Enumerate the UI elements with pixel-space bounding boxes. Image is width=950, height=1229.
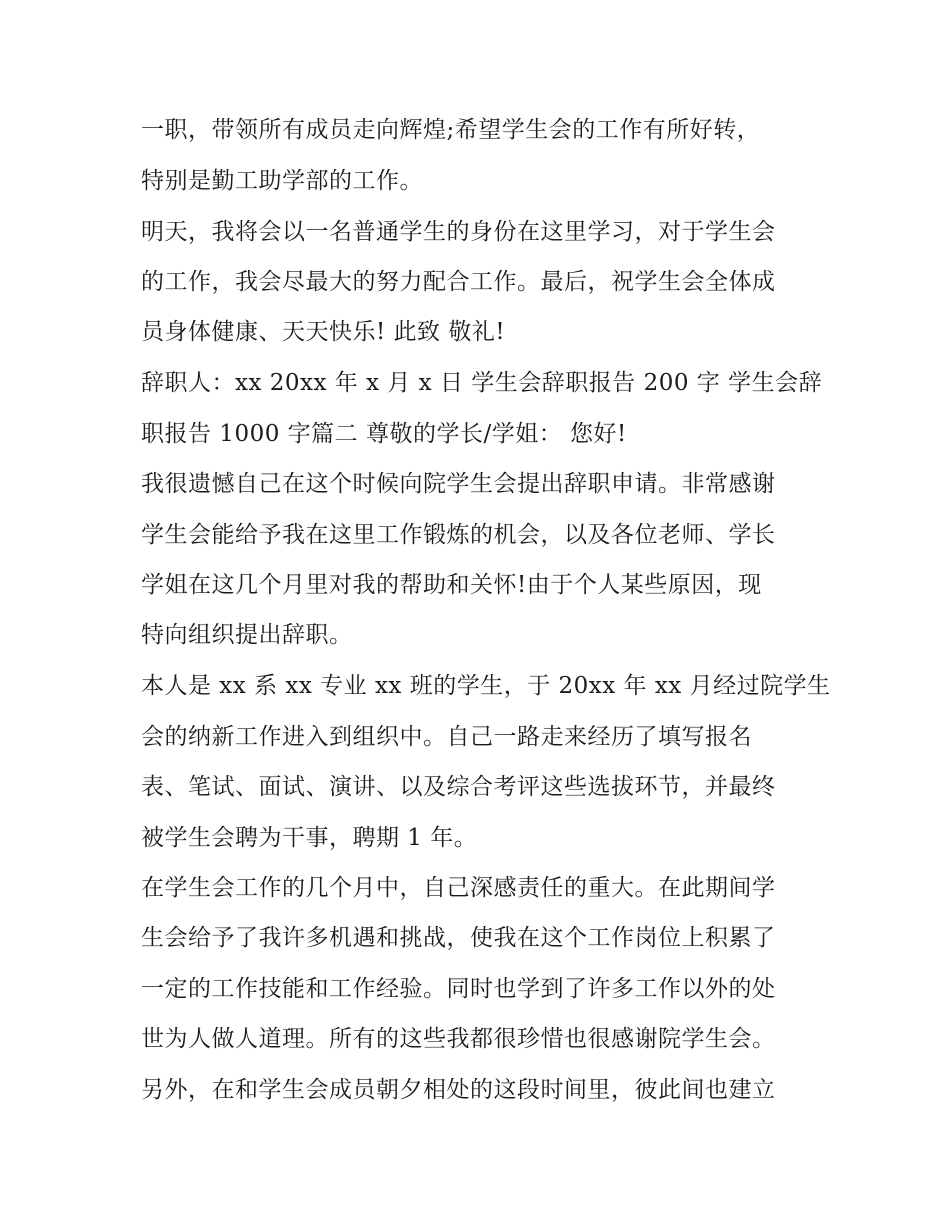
text-line: 一定的工作技能和工作经验。同时也学到了许多工作以外的处	[141, 976, 776, 1002]
text-line: 学生会能给予我在这里工作锻炼的机会，以及各位老师、学长	[141, 522, 776, 548]
text-line: 生会给予了我许多机遇和挑战，使我在这个工作岗位上积累了	[141, 925, 776, 951]
text-line: 职报告 1000 字篇二 尊敬的学长/学姐： 您好!	[141, 421, 627, 447]
text-line: 的工作，我会尽最大的努力配合工作。最后，祝学生会全体成	[141, 269, 776, 295]
text-line: 学姐在这几个月里对我的帮助和关怀!由于个人某些原因，现	[141, 572, 762, 598]
text-line: 会的纳新工作进入到组织中。自己一路走来经历了填写报名	[141, 724, 752, 750]
text-line: 特向组织提出辞职。	[141, 622, 353, 648]
text-line: 被学生会聘为干事，聘期 1 年。	[141, 825, 478, 851]
text-line: 另外，在和学生会成员朝夕相处的这段时间里，彼此间也建立	[141, 1077, 776, 1103]
text-line: 辞职人：xx 20xx 年 x 月 x 日 学生会辞职报告 200 字 学生会辞	[141, 370, 823, 396]
text-line: 我很遗憾自己在这个时候向院学生会提出辞职申请。非常感谢	[141, 471, 776, 497]
text-line: 明天，我将会以一名普通学生的身份在这里学习，对于学生会	[141, 219, 776, 245]
text-line: 在学生会工作的几个月中，自己深感责任的重大。在此期间学	[141, 875, 776, 901]
text-line: 表、笔试、面试、演讲、以及综合考评这些选拔环节，并最终	[141, 774, 776, 800]
text-line: 一职，带领所有成员走向辉煌;希望学生会的工作有所好转，	[141, 117, 761, 143]
text-line: 员身体健康、天天快乐! 此致 敬礼!	[141, 319, 506, 345]
text-line: 特别是勤工助学部的工作。	[141, 168, 423, 194]
text-line: 本人是 xx 系 xx 专业 xx 班的学生，于 20xx 年 xx 月经过院学生	[141, 673, 831, 699]
text-line: 世为人做人道理。所有的这些我都很珍惜也很感谢院学生会。	[141, 1026, 776, 1052]
